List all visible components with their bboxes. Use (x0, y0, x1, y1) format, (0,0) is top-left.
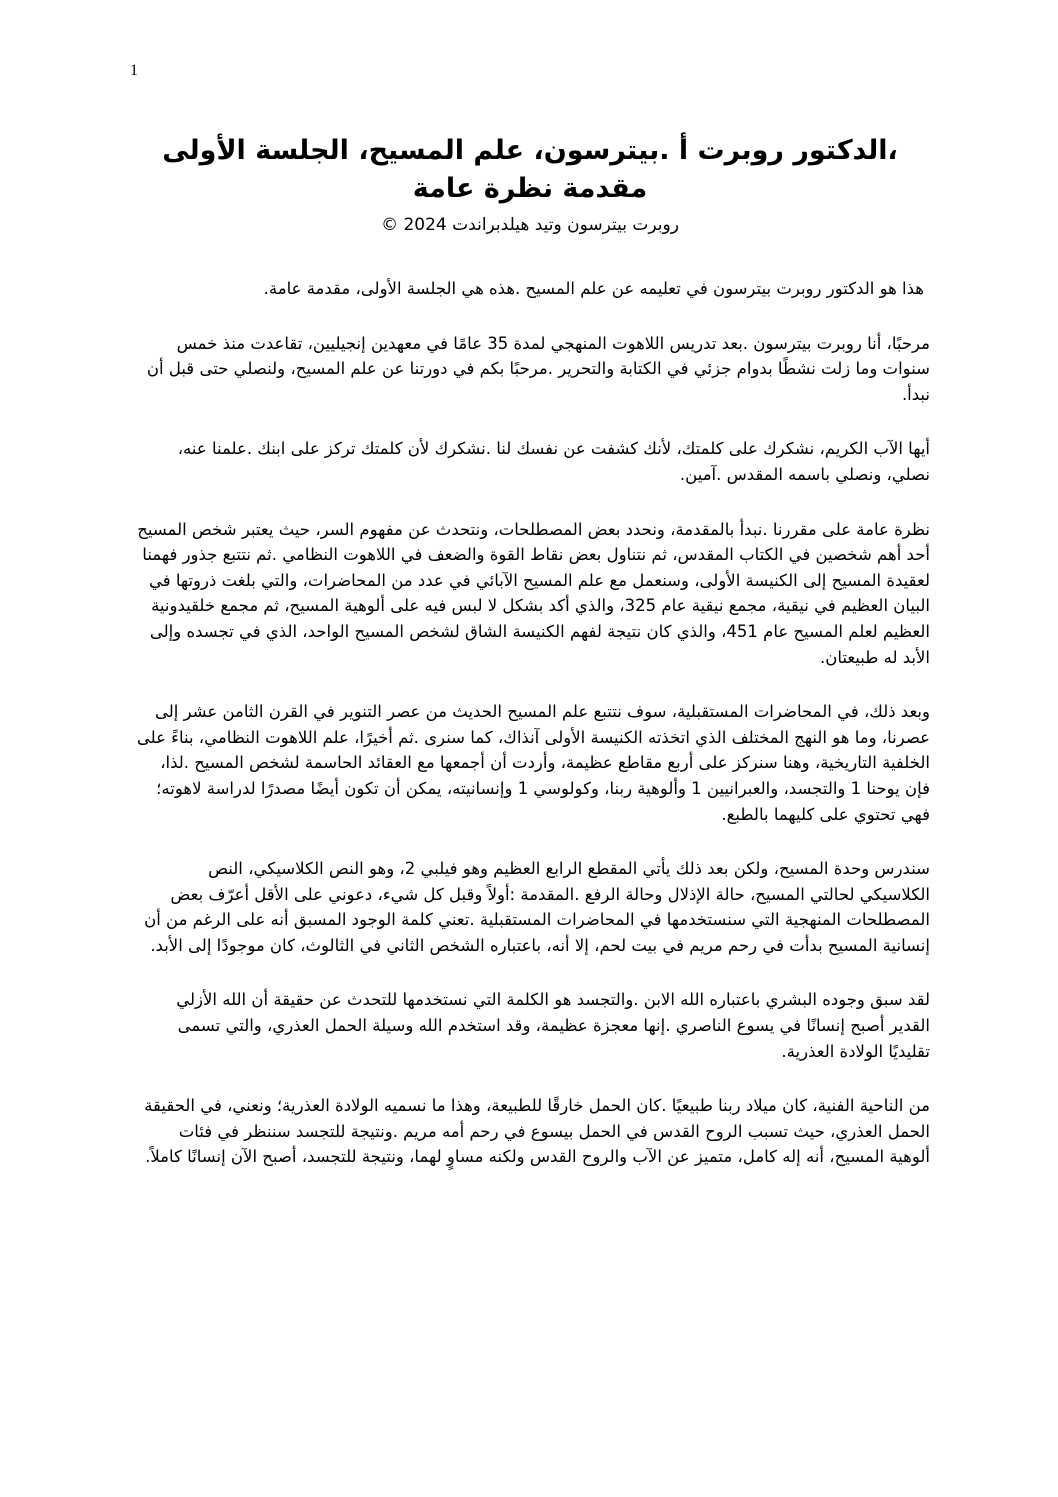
document-header (130, 132, 930, 238)
page-number: 1 (130, 62, 138, 79)
paragraph-virgin-conception: من الناحية الفنية، كان ميلاد ربنا طبيعيًا .كان الحمل خارقًا للطبيعة، وهذا ما نسميه الولادة العذرية؛ ونعني، في الحقيقة الحمل العذري، حيث تسبب الروح القدس في الحمل بيسوع في رحم أمه مريم .ونتيجة للتجسد سننظر في فئات ألوهية المسيح، أنه إله كامل، متميز عن الآب والروح القدس ولكنه مساوٍ لهما، ونتيجة للتجسد، أصبح الآن إنسانًا كاملاً. (144, 1096, 930, 1167)
page-title: ،الدكتور روبرت أ .بيترسون، علم المسيح، الجلسة الأولى (162, 135, 898, 166)
paragraph-incarnation: لقد سبق وجوده البشري باعتباره الله الابن .والتجسد هو الكلمة التي نستخدمها للتحدث عن حقيقة أن الله الأزلي القدير أصبح إنسانًا في يسوع الناصري .إنها معجزة عظيمة، وقد استخدم الله وسيلة الحمل العذري، والتي تسمى تقليديًا الولادة العذرية. (176, 990, 930, 1061)
paragraph-future-lectures: وبعد ذلك، في المحاضرات المستقبلية، سوف نتتبع علم المسيح الحديث من عصر التنوير في القرن الثامن عشر إلى عصرنا، وما هو النهج المختلف الذي اتخذته الكنيسة الأولى آنذاك، كما سنرى .ثم أخيرًا، علم اللاهوت النظامي، بناءً على الخلفية التاريخية، وهنا سنركز على أربع مقاطع عظيمة، وأردت أن أجمعها مع العقائد الحاسمة لشخص المسيح .لذا، فإن يوحنا 1 والتجسد، والعبرانيين 1 وألوهية ربنا، وكولوسي 1 وإنسانيته، يمكن أن تكون أيضًا مصدرًا لدراسة لاهوته؛ فهي تحتوي على كليهما بالطبع. (136, 702, 930, 824)
copyright-line: روبرت بيترسون وتيد هيلدبراندت 2024 © (381, 215, 679, 235)
paragraph-intro: هذا هو الدكتور روبرت بيترسون في تعليمه عن علم المسيح .هذه هي الجلسة الأولى، مقدمة عامة. (263, 279, 924, 298)
paragraph-prayer: أيها الآب الكريم، نشكرك على كلمتك، لأنك كشفت عن نفسك لنا .نشكرك لأن كلمتك تركز على ابنك .علمنا عنه، نصلي، ونصلي باسمه المقدس .آمين. (177, 439, 930, 484)
paragraph-welcome: مرحبًا، أنا روبرت بيترسون .بعد تدريس اللاهوت المنهجي لمدة 35 عامًا في معهدين إنجيليين، تقاعدت منذ خمس سنوات وما زلت نشطًا بدوام جزئي في الكتابة والتحرير .مرحبًا بكم في دورتنا عن علم المسيح، ولنصلي حتى قبل أن نبدأ. (146, 333, 930, 404)
paragraph-course-overview: نظرة عامة على مقررنا .نبدأ بالمقدمة، ونحدد بعض المصطلحات، ونتحدث عن مفهوم السر، حيث يعتبر شخص المسيح أحد أهم شخصين في الكتاب المقدس، ثم نتناول بعض نقاط القوة والضعف في اللاهوت النظامي .ثم نتتبع جذور فهمنا لعقيدة المسيح إلى الكنيسة الأولى، وسنعمل مع علم المسيح الآبائي في عدد من المحاضرات، والتي بلغت ذروتها في البيان العظيم في نيقية، مجمع نيقية عام 325، والذي أكد بشكل لا لبس فيه على ألوهية المسيح، ثم مجمع خلقيدونية العظيم لعلم المسيح عام 451، والذي كان نتيجة لفهم الكنيسة الشاق لشخص المسيح الواحد، الذي في تجسده وإلى الأبد له طبيعتان. (137, 519, 930, 667)
page-subtitle: مقدمة نظرة عامة (412, 173, 648, 204)
document-body (136, 276, 930, 1199)
paragraph-unity-of-christ: سندرس وحدة المسيح، ولكن بعد ذلك يأتي المقطع الرابع العظيم وهو فيلبي 2، وهو النص الكلاسيكي، النص الكلاسيكي لحالتي المسيح، حالة الإذلال وحالة الرفع .المقدمة :أولاً وقبل كل شيء، دعوني على الأقل أعرّف بعض المصطلحات المنهجية التي سنستخدمها في المحاضرات المستقبلية .تعني كلمة الوجود المسبق أنه على الرغم من أن إنسانية المسيح بدأت في رحم مريم في بيت لحم، إلا أنه، باعتباره الشخص الثاني في الثالوث، كان موجودًا إلى الأبد. (144, 859, 930, 955)
